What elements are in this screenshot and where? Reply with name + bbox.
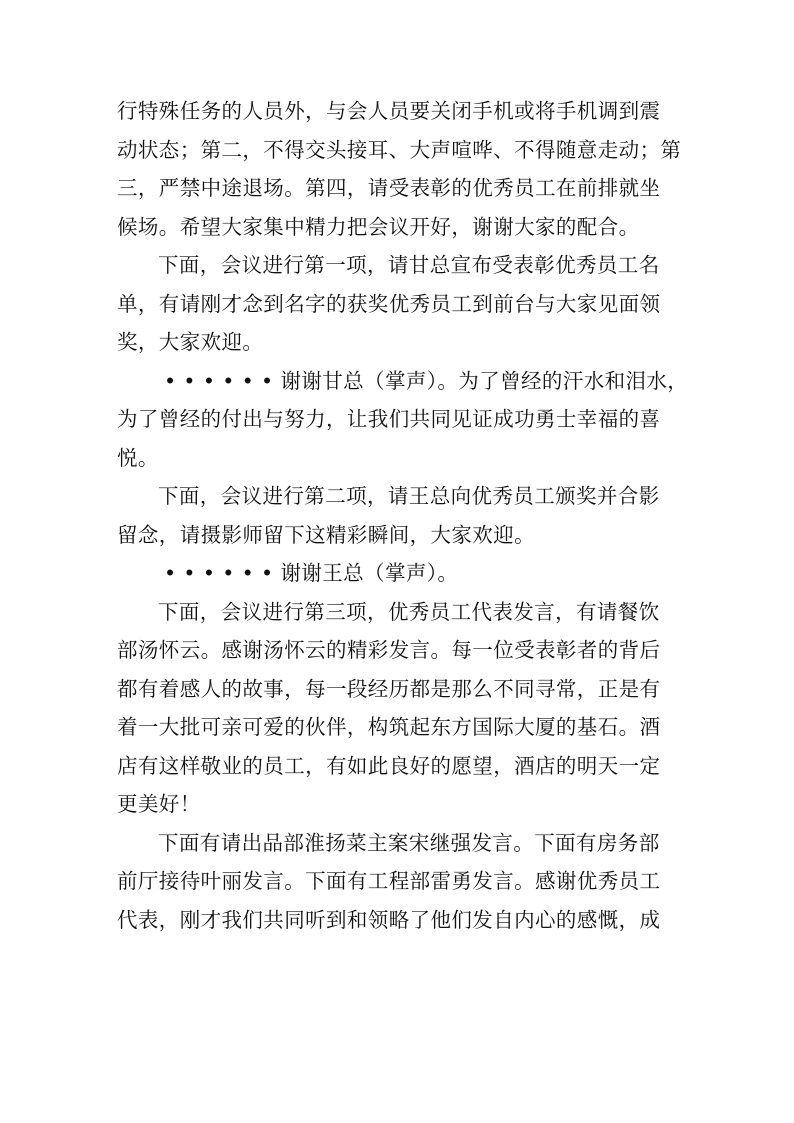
paragraph-first-line: • • • • • • 谢谢王总（掌声）。 <box>164 561 459 585</box>
text-line: 着一大批可亲可爱的伙伴，构筑起东方国际大厦的基石。酒 <box>117 715 661 739</box>
paragraph-first-line: 下面有请出品部淮扬菜主案宋继强发言。下面有房务部 <box>158 830 660 855</box>
text-line: 行特殊任务的人员外，与会人员要关闭手机或将手机调到震 <box>117 99 661 123</box>
text-line: 单，有请刚才念到名字的获奖优秀员工到前台与大家见面领 <box>117 291 661 316</box>
text-line: 动状态；第二，不得交头接耳、大声喧哗、不得随意走动；第 <box>117 137 682 162</box>
body-text <box>117 92 689 939</box>
paragraph-first-line: 下面，会议进行第三项，优秀员工代表发言，有请餐饮 <box>158 599 660 624</box>
paragraph-first-line: 下面，会议进行第一项，请甘总宣布受表彰优秀员工名 <box>158 253 660 277</box>
text-line: 部汤怀云。感谢汤怀云的精彩发言。每一位受表彰者的背后 <box>117 638 661 662</box>
text-line: 三，严禁中途退场。第四，请受表彰的优秀员工在前排就坐 <box>117 176 661 200</box>
text-line: 更美好！ <box>117 792 201 816</box>
text-line: 悦。 <box>117 445 159 470</box>
paragraph-first-line: • • • • • • 谢谢甘总（掌声）。为了曾经的汗水和泪水， <box>164 368 689 393</box>
text-line: 代表，刚才我们共同听到和领略了他们发自内心的感慨，成 <box>117 907 661 932</box>
text-line: 前厅接待叶丽发言。下面有工程部雷勇发言。感谢优秀员工 <box>117 869 661 893</box>
text-line: 留念，请摄影师留下这精彩瞬间，大家欢迎。 <box>117 522 535 547</box>
text-line: 都有着感人的故事，每一段经历都是那么不同寻常，正是有 <box>117 676 661 701</box>
paragraph-first-line: 下面，会议进行第二项，请王总向优秀员工颁奖并合影 <box>158 484 660 508</box>
text-line: 奖，大家欢迎。 <box>117 330 264 354</box>
text-line: 为了曾经的付出与努力，让我们共同见证成功勇士幸福的喜 <box>117 407 661 431</box>
text-line: 店有这样敬业的员工，有如此良好的愿望，酒店的明天一定 <box>117 753 661 778</box>
text-line: 候场。希望大家集中精力把会议开好，谢谢大家的配合。 <box>117 214 640 239</box>
